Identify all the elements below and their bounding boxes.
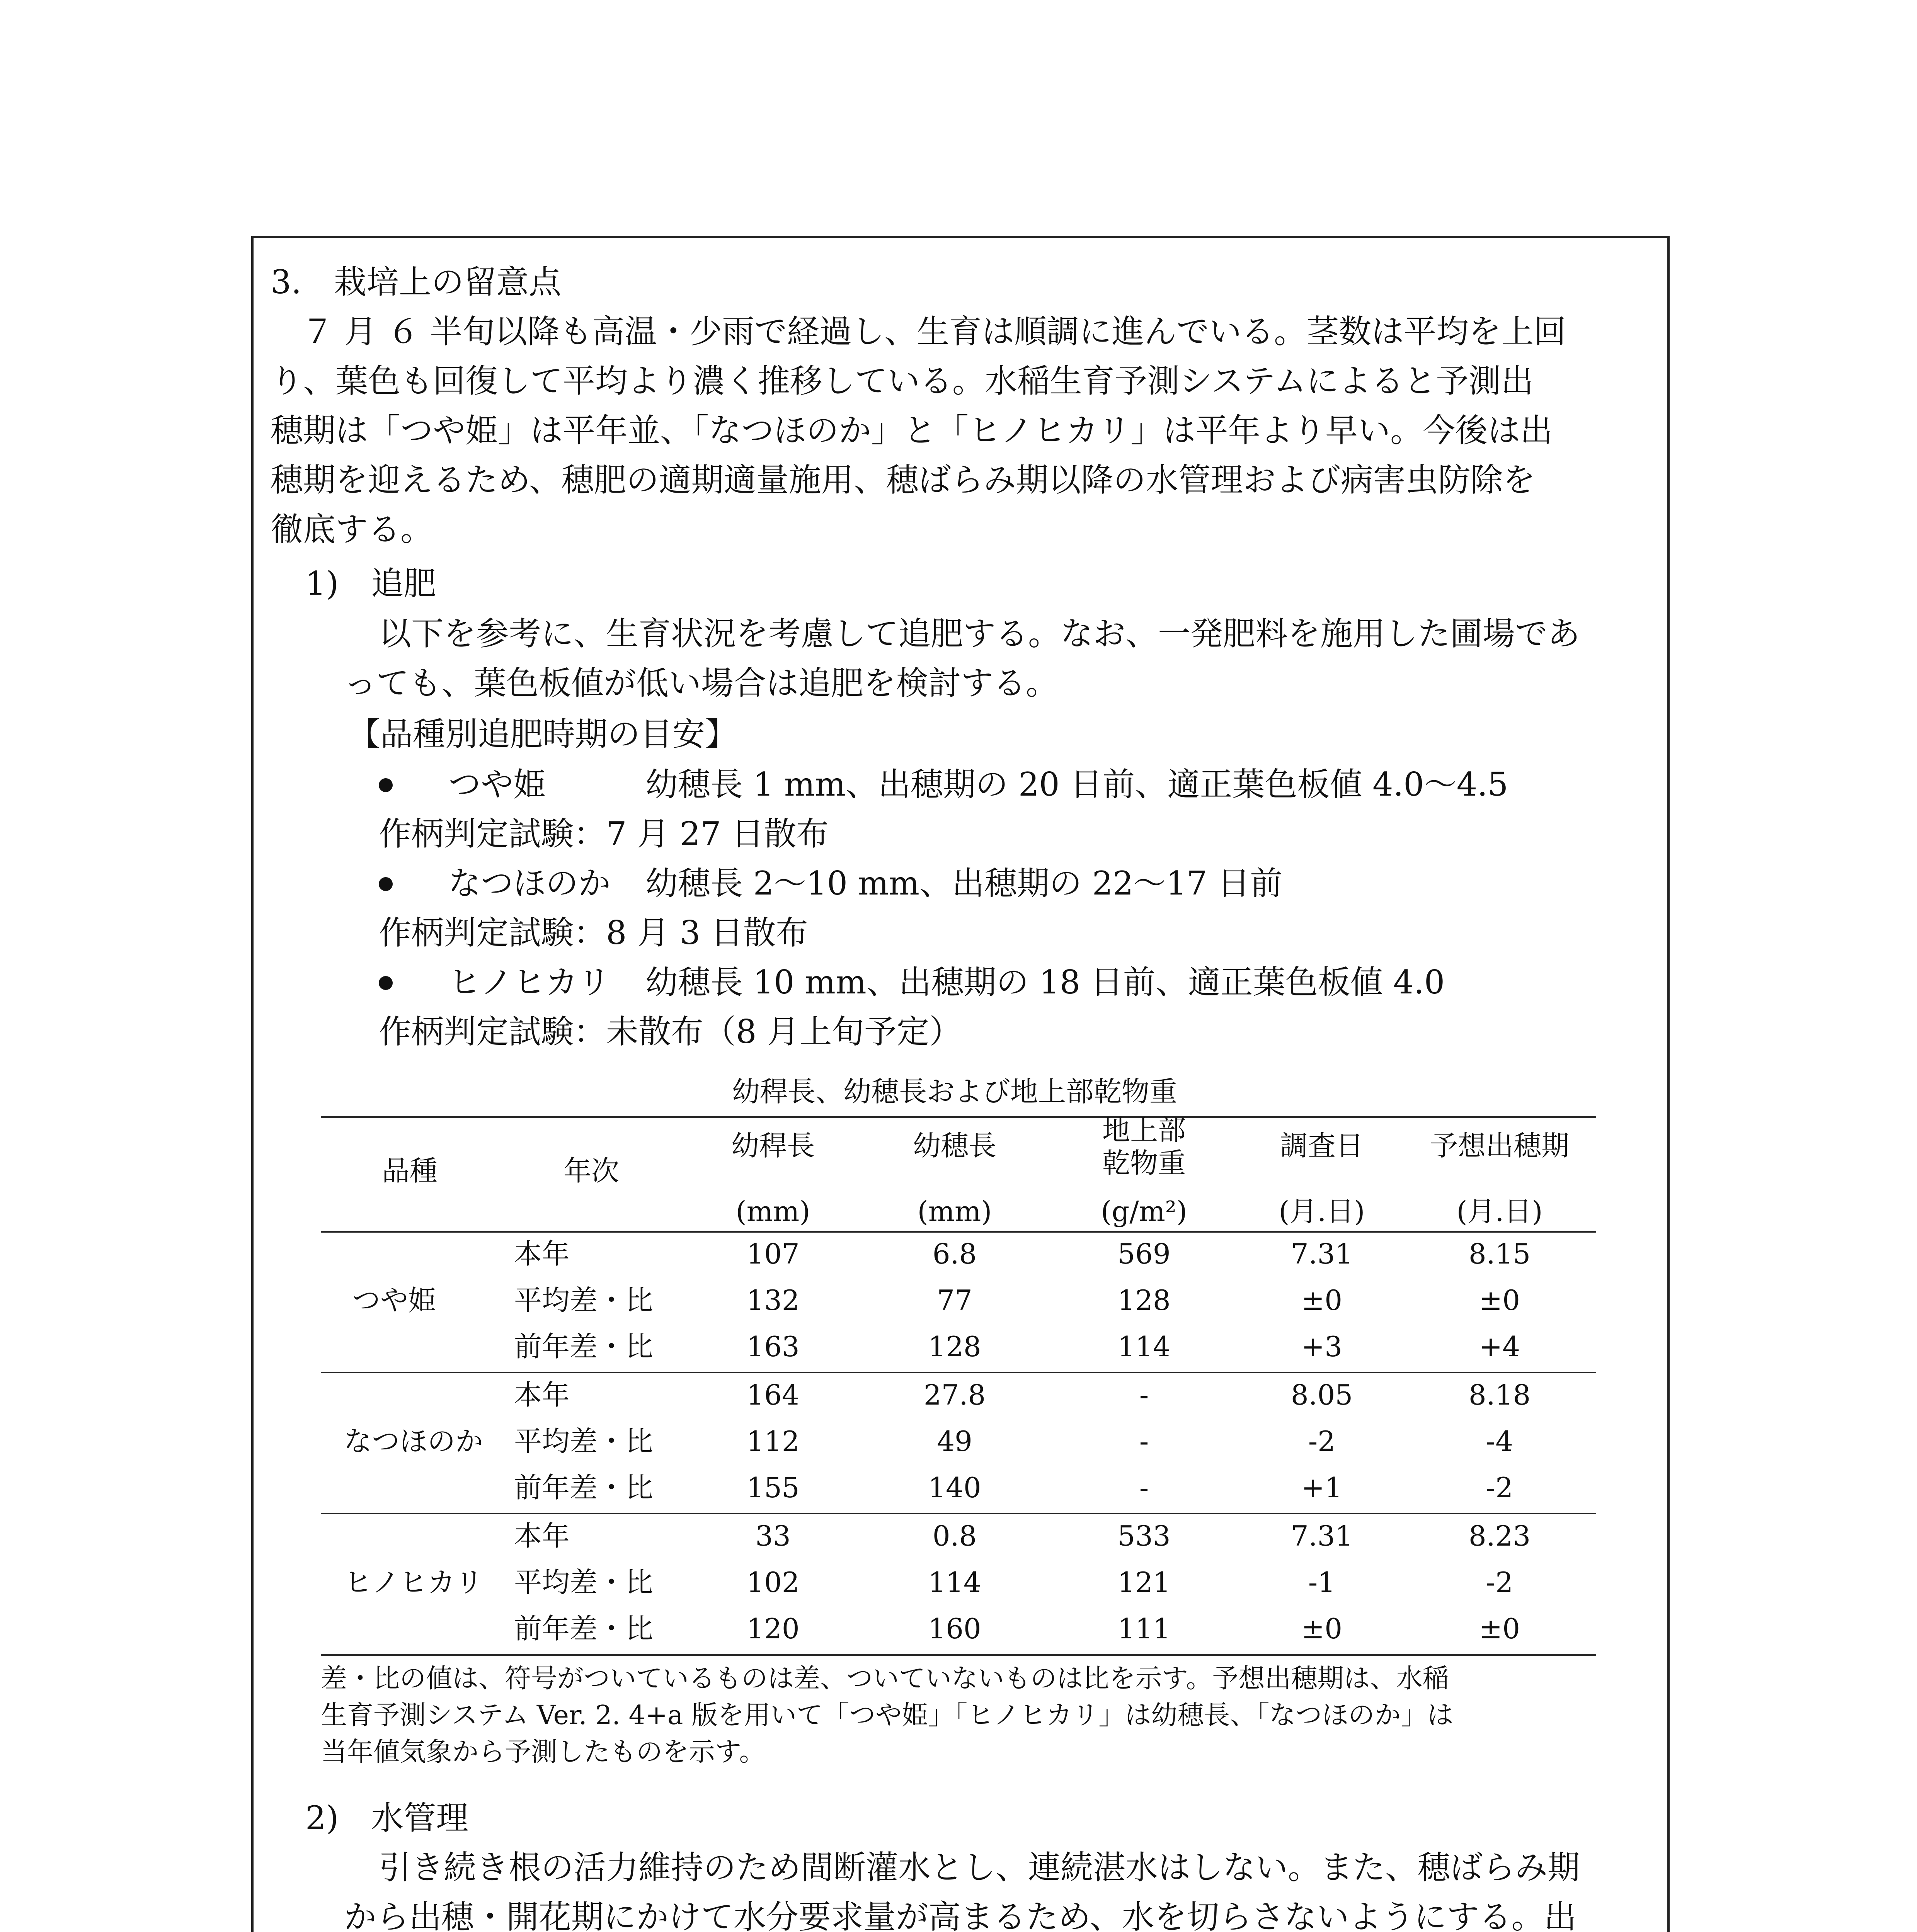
guide-item [379,864,1422,903]
water-body-line: から出穂・開花期にかけて水分要求量が高まるため、水を切らさないようにする。出 [344,1898,1577,1932]
water-body-line: 引き続き根の活力維持のため間断灌水とし、連続湛水はしない。また、穂ばらみ期 [379,1849,1580,1886]
intro-line: 穂期を迎えるため、穂肥の適期適量施用、穂ばらみ期以降の水管理および病害虫防除を [271,461,1536,499]
header-year: 年次 [563,1155,619,1187]
group-rule [321,1513,1596,1514]
cell-panicle: 160 [928,1612,981,1645]
guide-title: 【品種別追肥時期の目安】 [348,715,738,753]
water-heading: 2) 水管理 [305,1799,469,1837]
cell-heading: 8.23 [1468,1520,1531,1552]
cell-panicle: 128 [928,1330,981,1363]
section-heading: 3. 栽培上の留意点 [271,263,562,301]
table-note-line: 差・比の値は、符号がついているものは差、ついていないものは比を示す。予想出穂期は、水稲 [321,1663,1449,1694]
guide-detail: 幼穂長 10 mm、出穂期の 18 日前、適正葉色板値 4.0 [645,963,1445,1001]
guide-detail: 幼穂長 1 mm、出穂期の 20 日前、適正葉色板値 4.0～4.5 [645,765,1508,803]
table-note-line: 生育予測システム Ver. 2. 4+a 版を用いて「つや姫」「ヒノヒカリ」は幼穂長、「なつほのか」は [321,1700,1454,1731]
row-label: 平均差・比 [514,1425,654,1458]
cell-survey: 7.31 [1290,1520,1353,1552]
topdressing-heading: 1) 追肥 [305,565,436,602]
unit-culm: (mm) [735,1195,810,1228]
cell-panicle: 114 [928,1566,981,1599]
header-heading: 予想出穂期 [1430,1129,1569,1162]
unit-heading: (月.日) [1456,1195,1543,1228]
cell-culm: 107 [746,1238,800,1270]
guide-variety: つや姫 [448,765,546,803]
group-variety: つや姫 [352,1284,436,1316]
header-panicle: 幼穂長 [913,1129,996,1162]
table-caption: 幼稈長、幼穂長および地上部乾物重 [732,1075,1177,1108]
cell-survey: ±0 [1301,1612,1343,1645]
group-variety: なつほのか [344,1425,483,1458]
cell-survey: 8.05 [1290,1379,1353,1411]
cell-panicle: 27.8 [923,1379,986,1411]
topdressing-body-line: っても、葉色板値が低い場合は追肥を検討する。 [344,664,1059,702]
cell-dry: 569 [1117,1238,1171,1270]
cell-dry: - [1139,1471,1149,1504]
cell-dry: 128 [1117,1284,1171,1316]
cell-survey: +3 [1301,1330,1343,1363]
table-note-line: 当年値気象から予測したものを示す。 [321,1737,766,1767]
cell-heading: -2 [1486,1566,1514,1599]
cell-dry: 121 [1117,1566,1171,1599]
cell-heading: ±0 [1479,1612,1520,1645]
row-label: 前年差・比 [514,1330,654,1363]
header-survey: 調査日 [1280,1129,1364,1162]
cell-dry: 533 [1117,1520,1171,1552]
group-variety: ヒノヒカリ [344,1566,483,1599]
unit-dry: (g/m²) [1101,1195,1187,1228]
cell-dry: 114 [1117,1330,1171,1363]
row-label: 本年 [514,1238,570,1270]
row-label: 前年差・比 [514,1612,654,1645]
guide-test: 作柄判定試験：8 月 3 日散布 [379,914,808,952]
cell-culm: 155 [746,1471,800,1504]
cell-dry: - [1139,1425,1149,1458]
cell-survey: 7.31 [1290,1238,1353,1270]
intro-line: 穂期は「つや姫」は平年並、「なつほのか」と「ヒノヒカリ」は平年より早い。今後は出 [271,412,1553,449]
cell-survey: ±0 [1301,1284,1343,1316]
guide-variety: なつほのか [448,864,611,902]
cell-culm: 163 [746,1330,800,1363]
cell-heading: +4 [1479,1330,1520,1363]
row-label: 本年 [514,1520,570,1552]
row-label: 平均差・比 [514,1566,654,1599]
header-dry-line1: 地上部 [1102,1114,1186,1146]
unit-panicle: (mm) [917,1195,992,1228]
header-dry-line2: 乾物重 [1102,1147,1186,1179]
cell-panicle: 77 [937,1284,972,1316]
cell-heading: -2 [1486,1471,1514,1504]
intro-line: 徹底する。 [271,510,433,548]
guide-item [379,963,1445,1002]
guide-variety: ヒノヒカリ [448,963,611,1001]
cell-panicle: 6.8 [932,1238,977,1270]
topdressing-body-line: 以下を参考に、生育状況を考慮して追肥する。なお、一発肥料を施用した圃場であ [379,615,1580,653]
cell-heading: 8.18 [1468,1379,1531,1411]
cell-culm: 120 [746,1612,800,1645]
table-bottom-rule [321,1654,1596,1656]
guide-test: 作柄判定試験：7 月 27 日散布 [379,815,829,853]
cell-heading: -4 [1486,1425,1514,1458]
guide-item [379,765,1508,804]
cell-heading: ±0 [1479,1284,1520,1316]
guide-detail: 幼穂長 2～10 mm、出穂期の 22～17 日前 [645,864,1283,902]
intro-line: ７ 月 ６ 半旬以降も高温・少雨で経過し、生育は順調に進んでいる。茎数は平均を上回 [301,313,1566,350]
cell-panicle: 49 [937,1425,972,1458]
cell-culm: 112 [746,1425,800,1458]
unit-survey: (月.日) [1279,1195,1365,1228]
cell-culm: 102 [746,1566,800,1599]
row-label: 前年差・比 [514,1471,654,1504]
cell-survey: -1 [1308,1566,1336,1599]
group-rule [321,1372,1596,1373]
cell-survey: +1 [1301,1471,1343,1504]
cell-survey: -2 [1308,1425,1336,1458]
row-label: 本年 [514,1379,570,1411]
cell-culm: 33 [755,1520,791,1552]
cell-panicle: 140 [928,1471,981,1504]
cell-dry: 111 [1117,1612,1171,1645]
guide-test: 作柄判定試験：未散布（8 月上旬予定） [379,1013,962,1051]
header-rule [321,1231,1596,1233]
header-culm: 幼稈長 [731,1129,815,1162]
cell-panicle: 0.8 [932,1520,977,1552]
header-variety: 品種 [381,1155,438,1187]
cell-culm: 164 [746,1379,800,1411]
table-top-rule [321,1116,1596,1118]
row-label: 平均差・比 [514,1284,654,1316]
cell-dry: - [1139,1379,1149,1411]
cell-culm: 132 [746,1284,800,1316]
cell-heading: 8.15 [1468,1238,1531,1270]
intro-line: り、葉色も回復して平均より濃く推移している。水稲生育予測システムによると予測出 [271,362,1534,400]
